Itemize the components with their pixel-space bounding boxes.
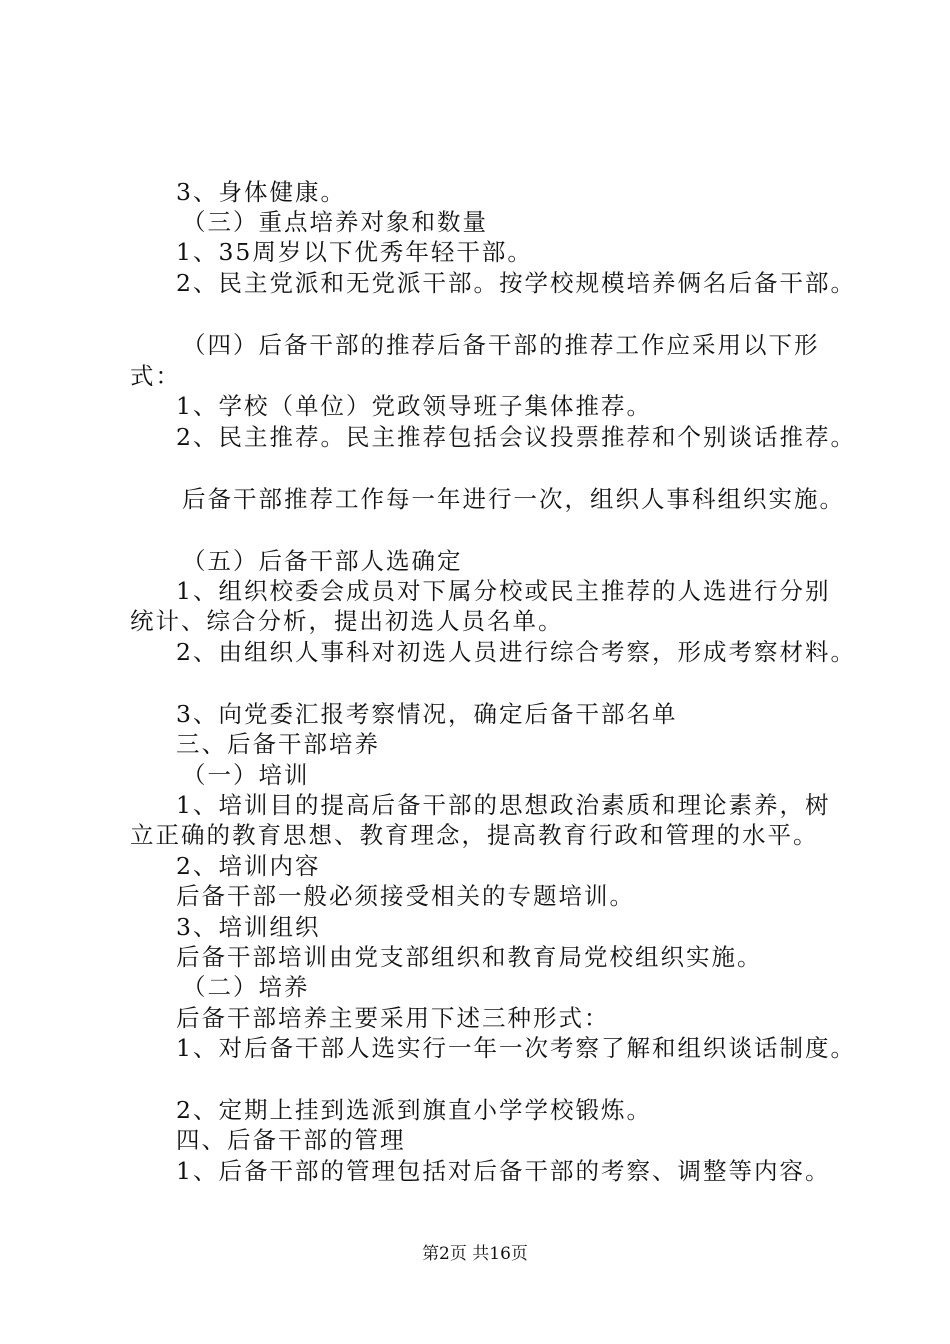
body-line: 1、后备干部的管理包括对后备干部的考察、调整等内容。 bbox=[176, 1157, 831, 1185]
body-line: 立正确的教育思想、教育理念，提高教育行政和管理的水平。 bbox=[130, 821, 819, 849]
page-number-footer: 第2页 共16页 bbox=[422, 1244, 528, 1264]
section-heading: （二）培养 bbox=[182, 973, 310, 1001]
body-line: 3、培训组织 bbox=[176, 913, 321, 941]
section-heading: 四、后备干部的管理 bbox=[176, 1126, 406, 1154]
body-line: 2、由组织人事科对初选人员进行综合考察，形成考察材料。 bbox=[176, 638, 856, 666]
body-line: 式： bbox=[130, 362, 181, 390]
body-line: 3、向党委汇报考察情况，确定后备干部名单 bbox=[176, 700, 678, 728]
section-heading: （四）后备干部的推荐后备干部的推荐工作应采用以下形 bbox=[182, 331, 820, 359]
body-line: 2、民主党派和无党派干部。按学校规模培养俩名后备干部。 bbox=[176, 269, 856, 297]
body-line: 2、培训内容 bbox=[176, 852, 321, 880]
body-line: 1、对后备干部人选实行一年一次考察了解和组织谈话制度。 bbox=[176, 1034, 856, 1062]
section-heading: （一）培训 bbox=[182, 761, 310, 789]
section-heading: （三）重点培养对象和数量 bbox=[182, 208, 488, 236]
section-heading: （五）后备干部人选确定 bbox=[182, 547, 463, 575]
body-line: 1、培训目的提高后备干部的思想政治素质和理论素养，树 bbox=[176, 791, 831, 819]
body-line: 2、民主推荐。民主推荐包括会议投票推荐和个别谈话推荐。 bbox=[176, 423, 856, 451]
body-line: 后备干部培训由党支部组织和教育局党校组织实施。 bbox=[176, 943, 763, 971]
body-line: 1、学校（单位）党政领导班子集体推荐。 bbox=[176, 392, 652, 420]
body-line: 1、组织校委会成员对下属分校或民主推荐的人选进行分别 bbox=[176, 577, 831, 605]
body-line: 后备干部培养主要采用下述三种形式： bbox=[176, 1004, 610, 1032]
body-line: 后备干部一般必须接受相关的专题培训。 bbox=[176, 882, 635, 910]
body-line: 统计、综合分析，提出初选人员名单。 bbox=[130, 607, 564, 635]
body-line: 2、定期上挂到选派到旗直小学学校锻炼。 bbox=[176, 1096, 652, 1124]
body-line: 后备干部推荐工作每一年进行一次，组织人事科组织实施。 bbox=[182, 485, 845, 513]
section-heading: 三、后备干部培养 bbox=[176, 730, 380, 758]
body-line: 3、身体健康。 bbox=[176, 178, 346, 206]
body-line: 1、35周岁以下优秀年轻干部。 bbox=[176, 238, 533, 266]
